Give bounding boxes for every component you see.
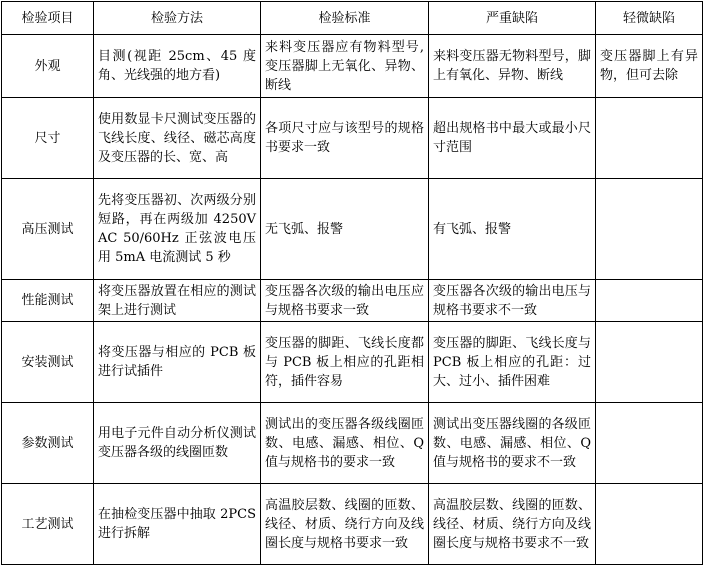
cell-major-defect: 变压器各次级的输出电压与规格书要求不一致 <box>429 280 596 322</box>
cell-standard: 变压器的脚距、飞线长度都与 PCB 板上相应的孔距相符，插件容易 <box>261 322 429 403</box>
cell-item: 尺寸 <box>2 98 94 179</box>
header-inspection-standard: 检验标准 <box>261 2 429 35</box>
cell-minor-defect: 变压器脚上有异物，但可去除 <box>596 35 703 98</box>
table-header-row <box>2 2 703 35</box>
cell-method: 在抽检变压器中抽取 2PCS 进行拆解 <box>94 484 261 565</box>
cell-item: 参数测试 <box>2 403 94 484</box>
header-major-defect: 严重缺陷 <box>429 2 596 35</box>
cell-minor-defect <box>596 98 703 179</box>
cell-item: 安装测试 <box>2 322 94 403</box>
cell-major-defect: 高温胶层数、线圈的匝数、线径、材质、绕行方向及线圈长度与规格书要求不一致 <box>429 484 596 565</box>
cell-item: 性能测试 <box>2 280 94 322</box>
cell-method: 目测(视距 25cm、45 度角、光线强的地方看) <box>94 35 261 98</box>
table-row <box>2 322 703 403</box>
cell-major-defect: 来料变压器无物料型号，脚上有氧化、异物、断线 <box>429 35 596 98</box>
cell-item: 外观 <box>2 35 94 98</box>
cell-minor-defect <box>596 403 703 484</box>
table-row <box>2 98 703 179</box>
cell-major-defect: 有飞弧、报警 <box>429 179 596 280</box>
cell-method: 将变压器与相应的 PCB 板进行试插件 <box>94 322 261 403</box>
cell-standard: 变压器各次级的输出电压应与规格书要求一致 <box>261 280 429 322</box>
cell-method: 将变压器放置在相应的测试架上进行测试 <box>94 280 261 322</box>
cell-minor-defect <box>596 322 703 403</box>
cell-major-defect: 变压器的脚距、飞线长度与 PCB 板上相应的孔距：过大、过小、插件困难 <box>429 322 596 403</box>
cell-minor-defect <box>596 484 703 565</box>
cell-standard: 各项尺寸应与该型号的规格书要求一致 <box>261 98 429 179</box>
header-minor-defect: 轻微缺陷 <box>596 2 703 35</box>
header-inspection-method: 检验方法 <box>94 2 261 35</box>
cell-item: 工艺测试 <box>2 484 94 565</box>
cell-method: 使用数显卡尺测试变压器的飞线长度、线径、磁芯高度及变压器的长、宽、高 <box>94 98 261 179</box>
cell-method: 先将变压器初、次两级分别短路，再在两级加 4250VAC 50/60Hz 正弦波电压用 5mA 电流测试 5 秒 <box>94 179 261 280</box>
cell-major-defect: 测试出变压器线圈的各级匝数、电感、漏感、相位、Q 值与规格书的要求不一致 <box>429 403 596 484</box>
cell-minor-defect <box>596 280 703 322</box>
cell-major-defect: 超出规格书中最大或最小尺寸范围 <box>429 98 596 179</box>
cell-item: 高压测试 <box>2 179 94 280</box>
cell-standard: 测试出的变压器各级线圈匝数、电感、漏感、相位、Q 值与规格书的要求一致 <box>261 403 429 484</box>
table-row <box>2 403 703 484</box>
inspection-table <box>1 1 703 565</box>
table-row <box>2 179 703 280</box>
cell-method: 用电子元件自动分析仪测试变压器各级的线圈匝数 <box>94 403 261 484</box>
table-row <box>2 35 703 98</box>
header-inspection-item: 检验项目 <box>2 2 94 35</box>
cell-standard: 无飞弧、报警 <box>261 179 429 280</box>
cell-standard: 高温胶层数、线圈的匝数、线径、材质、绕行方向及线圈长度与规格书要求一致 <box>261 484 429 565</box>
table-row <box>2 280 703 322</box>
cell-standard: 来料变压器应有物料型号,变压器脚上无氧化、异物、断线 <box>261 35 429 98</box>
cell-minor-defect <box>596 179 703 280</box>
table-row <box>2 484 703 565</box>
